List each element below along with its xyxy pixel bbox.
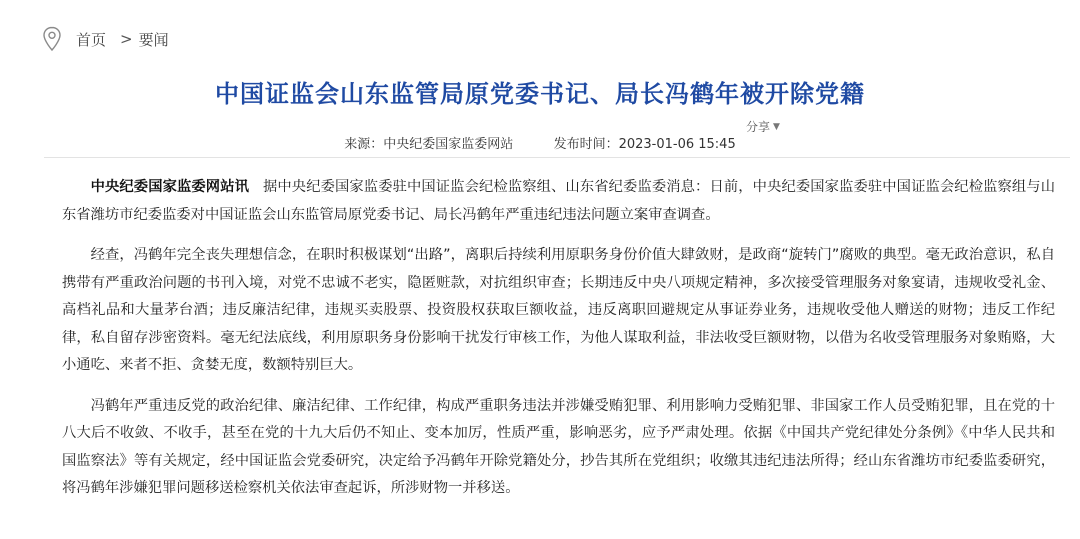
caret-down-icon: ▼ xyxy=(773,121,780,132)
article-title: 中国证监会山东监管局原党委书记、局长冯鹤年被开除党籍 xyxy=(215,80,865,108)
article-body xyxy=(62,174,1055,516)
article-paragraph: 冯鹤年严重违反党的政治纪律、廉洁纪律、工作纪律，构成严重职务违法并涉嫌受贿犯罪、利用影响力受贿犯罪、非国家工作人员受贿犯罪，且在党的十八大后不收敛、不收手，甚至在党的十九大后仍不知止、变本加厉，性质严重，影响恶劣，应予严肃处理。依据《中国共产党纪律处分条例》《中华人民共和国监察法》等有关规定，经中国证监会党委研究，决定给予冯鹤年开除党籍处分，抄告其所在党组织；收缴其违纪违法所得；经山东省潍坊市纪委监委研究，将冯鹤年涉嫌犯罪问题移送检察机关依法审查起诉，所涉财物一并移送。 xyxy=(62,397,1055,496)
paragraph-text: 据中央纪委国家监委驻中国证监会纪检监察组、山东省纪委监委消息：日前，中央纪委国家监委驻中国证监会纪检监察组与山东省潍坊市纪委监委对中国证监会山东监管局原党委书记、局长冯鹤年严重违纪违法问题立案审查调查。 xyxy=(62,179,1056,223)
breadcrumb-separator: > xyxy=(120,30,133,48)
source-label: 来源： xyxy=(344,137,384,152)
publish-time-value: 2023-01-06 15:45 xyxy=(618,137,736,152)
share-label: 分享 xyxy=(746,120,771,134)
article-paragraph: 经查，冯鹤年完全丧失理想信念，在职时积极谋划“出路”，离职后持续利用原职务身份价值大肆敛财，是政商“旋转门”腐败的典型。毫无政治意识，私自携带有严重政治问题的书刊入境，对党不忠诚不老实，隐匿赃款，对抗组织审查；长期违反中央八项规定精神，多次接受管理服务对象宴请，违规收受礼金、高档礼品和大量茅台酒；违反廉洁纪律，违规买卖股票、投资股权获取巨额收益，违反离职回避规定从事证券业务，违规收受他人赠送的财物；违反工作纪律，私自留存涉密资料。毫无纪法底线，利用原职务身份影响干扰发行审核工作，为他人谋取利益，非法收受巨额财物，以借为名收受管理服务对象贿赂，大小通吃、来者不拒、贪婪无度，数额特别巨大。 xyxy=(62,247,1055,373)
source-value: 中央纪委国家监委网站 xyxy=(383,137,514,152)
breadcrumb-home-link[interactable]: 首页 xyxy=(76,30,107,49)
lead-source: 中央纪委国家监委网站讯 xyxy=(90,179,250,195)
article-meta xyxy=(0,133,1080,152)
article-paragraph xyxy=(62,174,1055,229)
location-pin-icon xyxy=(42,26,62,52)
breadcrumb xyxy=(42,24,169,54)
header-divider xyxy=(44,157,1070,158)
breadcrumb-current-link[interactable]: 要闻 xyxy=(138,30,169,49)
publish-time-label: 发布时间： xyxy=(553,137,619,152)
